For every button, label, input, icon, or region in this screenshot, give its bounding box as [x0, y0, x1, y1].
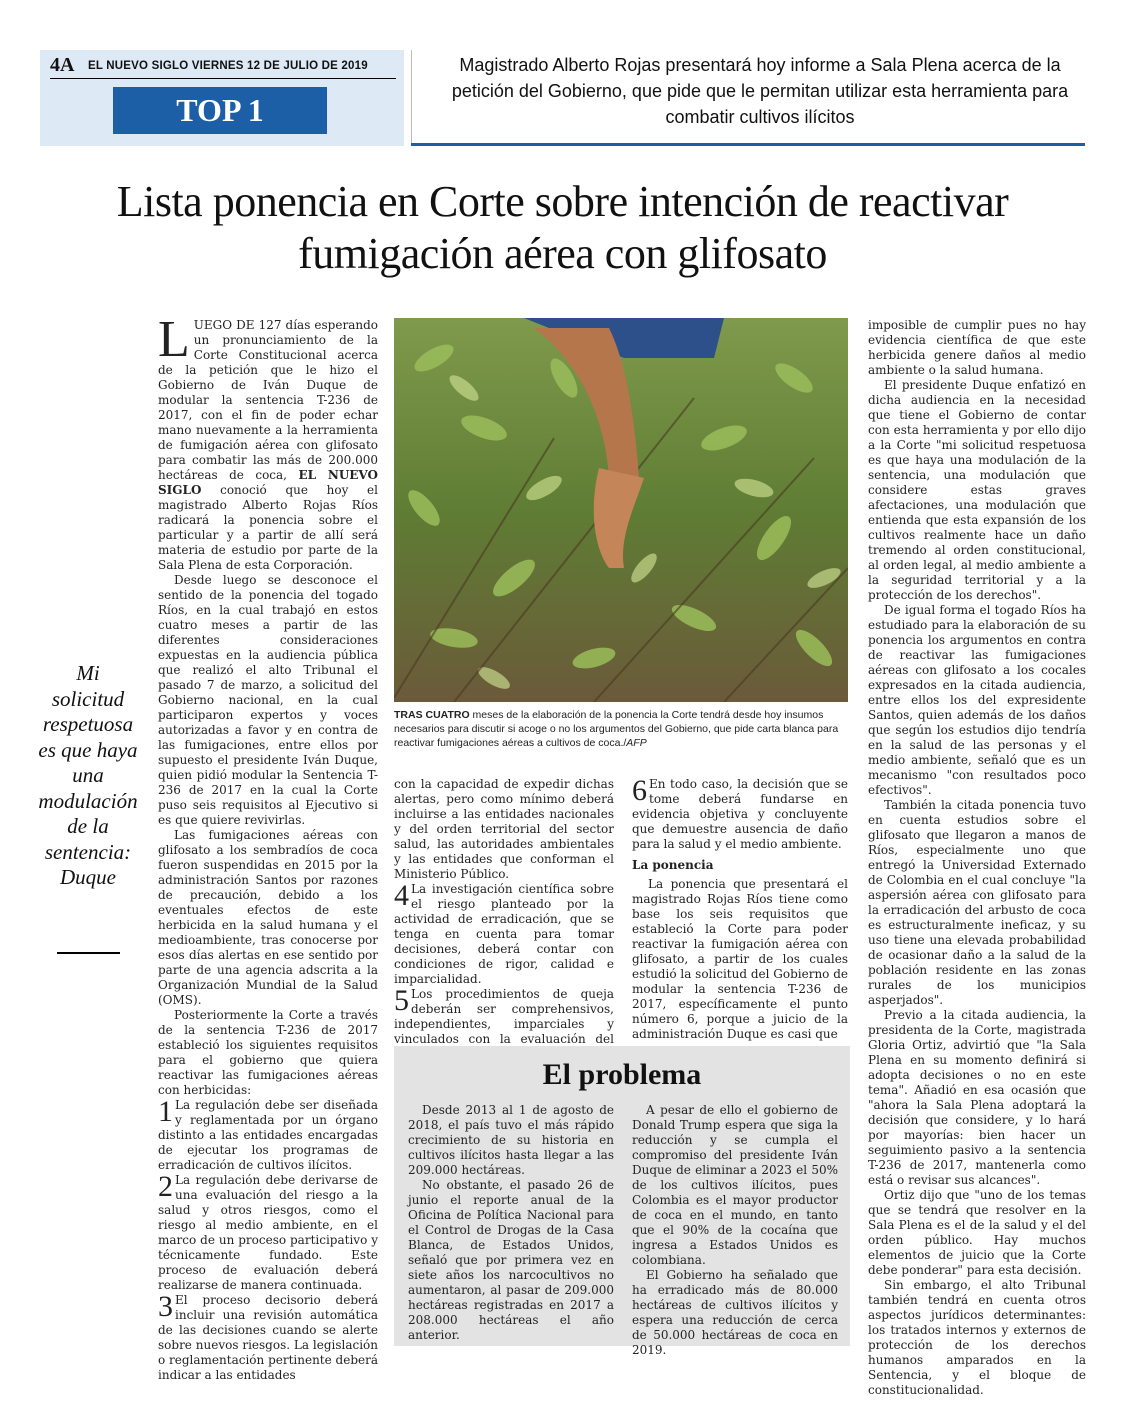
paragraph: Previo a la citada audiencia, la presidenta de la Corte, magistrada Gloria Ortiz, advirtió que "la Sala Plena en su momento definirá si adopta decisiones o no en este tema". Añadió en esa ocasión que "ahora la Sala Plena adoptará la decisión que considere, y lo hará por mayorías: bien hacer un seguimiento pasivo a la sentencia T-236 de 2017, mantenerla como está o revisar sus alcances". [868, 1008, 1086, 1187]
article-column-3 [632, 774, 848, 1042]
deck-subtitle: Magistrado Alberto Rojas presentará hoy informe a Sala Plena acerca de la petición del Gobierno, que pide que le permitan utilizar esta herramienta para combatir cultivos ilícitos [451, 55, 1069, 127]
drop-cap: L [158, 311, 190, 368]
section-tag: TOP 1 [113, 87, 327, 134]
headline: Lista ponencia en Corte sobre intención de reactivar fumigación aérea con glifosato [116, 177, 1009, 278]
paragraph: Ortiz dijo que "uno de los temas que se tendrá que resolver en la Sala Plena es el de la salud y el del orden público. Hay muchos elementos de juicio que la Corte debe ponderar" para esta decisión. [868, 1188, 1086, 1277]
paragraph: Posteriormente la Corte a través de la sentencia T-236 de 2017 estableció los siguientes requisitos para el gobierno que quiera reactivar las fumigaciones aéreas con herbicidas: [158, 1008, 378, 1097]
subheading: La ponencia [632, 858, 714, 872]
box-column-1 [408, 1103, 614, 1343]
article-column-2 [394, 777, 614, 1062]
lead-paragraph: LUEGO DE 127 días esperando un pronunciamiento de la Corte Constitucional acerca de la petición que le hizo el Gobierno de Iván Duque de modular la sentencia T-236 de 2017, con el fin de poder echar mano nuevamente a la herramienta de fumigación aérea con glifosato para combatir las más de 200.000 hectáreas de coca, EL NUEVO SIGLO conoció que hoy el magistrado Alberto Rojas Ríos radicará la ponencia sobre el particular y a partir de allí será materia de estudio por parte de la Sala Plena de esta Corporación. [158, 311, 378, 572]
requirement-5: 5 Los procedimientos de queja deberán ser comprehensivos, independientes, imparciales y vinculados con la evaluación del [394, 984, 614, 1046]
page-number: 4A [50, 54, 75, 76]
header-divider [411, 50, 412, 146]
photo-caption: TRAS CUATRO meses de la elaboración de la ponencia la Corte tendrá desde hoy insumos necesarios para discutir si acoge o no los argumentos del Gobierno, que pide carta blanca para reactivar fumigaciones aéreas a cultivos de coca./AFP [394, 709, 839, 749]
paragraph: La ponencia que presentará el magistrado Rojas Ríos tiene como base los seis requisitos que estableció la Corte para poder reactivar la fumigación aérea con glifosato, a partir de los cuales estudió la solicitud del Gobierno de modular la sentencia T-236 de 2017, específicamente el punto número 6, porque a juicio de la administración Duque es casi que [632, 877, 848, 1041]
requirement-6: 6 En todo caso, la decisión que se tome deberá fundarse en evidencia objetiva y concluyente que demuestre ausencia de daño para la salud y el medio ambiente. [632, 774, 848, 851]
article-column-4 [868, 318, 1086, 1398]
paragraph: El Gobierno ha señalado que ha erradicado más de 80.000 hectáreas de cultivos ilícitos y espera una reducción de cerca de 50.000 hectáreas de coca en 2019. [632, 1268, 838, 1357]
paragraph: A pesar de ello el gobierno de Donald Trump espera que siga la reducción y se cumpla el compromiso del presidente Iván Duque de eliminar a 2023 el 50% de los cultivos ilícitos, pues Colombia es el mayor productor de coca en el mundo, en tanto que el 90% de la cocaína que ingresa a Estados Unidos es colombiana. [632, 1103, 838, 1267]
paragraph: También la citada ponencia tuvo en cuenta estudios sobre el glifosato que llegaron a manos de Ríos, especialmente uno que entregó la Universidad Externado de Colombia en el cual concluye "la aspersión aérea con glifosato para la erradicación del arbusto de coca es estructuralmente ineficaz, y su uso tiene una elevada probabilidad de ocasionar daño a la salud de la población residente en las zonas rurales de los municipios asperjados". [868, 798, 1086, 1007]
box-column-2 [632, 1103, 838, 1358]
article-column-1 [158, 311, 378, 1383]
paragraph: El presidente Duque enfatizó en dicha audiencia en la necesidad que tiene el Gobierno de contar con esta herramienta y por ello dijo a la Corte "mi solicitud respetuosa es que haya una modulación de la sentencia, una modulación que considere estas graves afectaciones, una modulación que entienda que esta expansión de los cultivos realmente hace un daño tremendo al orden constitucional, al orden legal, al medio ambiente a la seguridad territorial y a la protección de los derechos". [868, 378, 1086, 602]
paragraph: Desde luego se desconoce el sentido de la ponencia del togado Ríos, en la cual trabajó en estos cuatro meses a partir de las diferentes consideraciones expuestas en la audiencia pública que realizó el alto Tribunal el pasado 7 de marzo, a solicitud del Gobierno nacional, en la cual participaron expertos y voces autorizadas a favor y en contra de las fumigaciones, entre ellos por supuesto el presidente Iván Duque, quien pidió modular la Sentencia T-236 de 2017 en la cual la Corte puso seis requisitos al Ejecutivo si es que quiere revivirlas. [158, 573, 378, 827]
requirement-2: 2 La regulación debe derivarse de una evaluación del riesgo a la salud y otros riesgos, como el riesgo al medio ambiente, en el marco de un proceso participativo y técnicamente fundado. Este proceso de evaluación deberá realizarse de manera continuada. [158, 1170, 378, 1292]
deck-rule [411, 143, 1085, 146]
header-rule [50, 78, 396, 79]
paragraph: Las fumigaciones aéreas con glifosato a los sembradíos de coca fueron suspendidas en 2015 por la administración Santos por razones de precaución, debido a los eventuales efectos de este herbicida en la salud humana y el medioambiente, tras conocerse por esos días alertas en ese sentido por parte de una agencia adscrita a la Organización Mundial de la Salud (OMS). [158, 828, 378, 1007]
paragraph: No obstante, el pasado 26 de junio el reporte anual de la Oficina de Política Nacional para el Control de Drogas de la Casa Blanca, de Estados Unidos, señaló que por primera vez en siete años los narcocultivos no aumentaron, al pasar de 209.000 hectáreas registradas en 2017 a 208.000 hectáreas el año anterior. [408, 1178, 614, 1342]
box-title: El problema [542, 1058, 702, 1091]
paper-date-line: EL NUEVO SIGLO VIERNES 12 DE JULIO DE 2019 [88, 60, 368, 72]
requirement-4: 4 La investigación científica sobre el riesgo planteado por la actividad de erradicación, que se tenga en cuenta para tomar decisiones, deberá contar con condiciones de rigor, calidad e imparcialidad. [394, 879, 614, 986]
pull-quote-rule [57, 952, 120, 954]
paragraph: con la capacidad de expedir dichas alertas, pero como mínimo deberá incluirse a las entidades nacionales y del orden territorial del sector salud, las autoridades ambientales y las entidades que conforman el Ministerio Público. [394, 777, 614, 881]
paragraph: De igual forma el togado Ríos ha estudiado para la elaboración de su ponencia los argumentos en contra de reactivar las fumigaciones aéreas con glifosato a los cocales expresados en la citada audiencia, entre ellos los del expresidente Santos, quien además de los daños que según los estudios dijo tendría en la salud de las personas y el medio ambiente, señaló que es un mecanismo "con resultados poco efectivos". [868, 603, 1086, 797]
photo-credit: AFP [626, 737, 647, 749]
coca-plants-photo [394, 318, 848, 702]
requirement-1: 1 La regulación debe ser diseñada y reglamentada por un órgano distinto a las entidades encargadas de ejecutar los programas de erradicación de cultivos ilícitos. [158, 1095, 378, 1172]
pull-quote: Mi solicitud respetuosa es que haya una modulación de la sentencia: Duque [38, 661, 138, 889]
paragraph: Sin embargo, el alto Tribunal también tendrá en cuenta otros aspectos jurídicos determinantes: los tratados internos y externos de protección de los derechos humanos amparados en la Sentencia, y el bloque de constitucionalidad. [868, 1278, 1086, 1397]
requirement-3: 3 El proceso decisorio deberá incluir una revisión automática de las decisiones cuando se alerte sobre nuevos riesgos. La legislación o reglamentación pertinente deberá indicar a las entidades [158, 1290, 378, 1382]
paragraph: Desde 2013 al 1 de agosto de 2018, el país tuvo el más rápido crecimiento de su historia en cultivos ilícitos hasta llegar a las 209.000 hectáreas. [408, 1103, 614, 1177]
paragraph: imposible de cumplir pues no hay evidencia científica de que este herbicida genere daños al medio ambiente o la salud humana. [868, 318, 1086, 377]
